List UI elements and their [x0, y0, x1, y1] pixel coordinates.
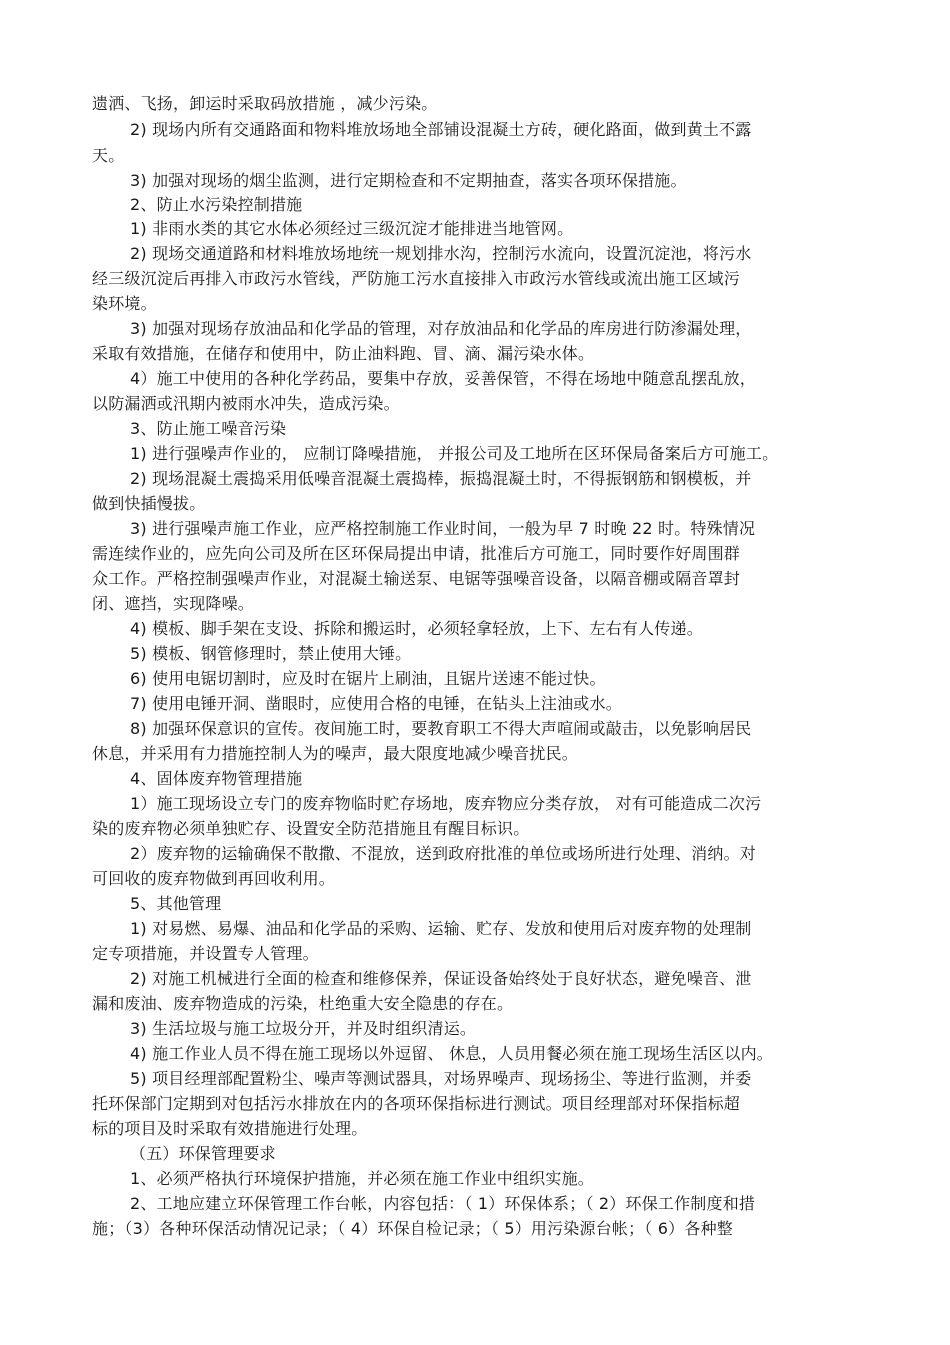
text-line: 休息，并采用有力措施控制人为的噪声，最大限度地减少噪音扰民。 — [92, 744, 579, 763]
text-line: 3) 加强对现场的烟尘监测，进行定期检查和不定期抽查，落实各项环保措施。 — [130, 171, 687, 190]
text-line: 1) 进行强噪声作业的， 应制订降噪措施， 并报公司及工地所在区环保局备案后方可施工。 — [130, 444, 779, 463]
text-line: 6) 使用电锯切割时，应及时在锯片上刷油，且锯片送速不能过快。 — [130, 669, 606, 688]
text-line: 1）施工现场设立专门的废弃物临时贮存场地，废弃物应分类存放， 对有可能造成二次污 — [130, 794, 762, 813]
section-heading: （五）环保管理要求 — [130, 1144, 276, 1163]
text-line: 做到快插慢拔。 — [92, 494, 206, 513]
text-line: 2) 现场交通道路和材料堆放场地统一规划排水沟，控制污水流向，设置沉淀池，将污水 — [130, 244, 752, 263]
text-line: 遗洒、飞扬，卸运时采取码放措施 ，减少污染。 — [92, 94, 438, 113]
text-line: 5) 模板、钢管修理时，禁止使用大锤。 — [130, 644, 412, 663]
section-heading: 4、固体废弃物管理措施 — [130, 769, 303, 788]
text-line: 2) 现场内所有交通路面和物料堆放场地全部铺设混凝土方砖，硬化路面，做到黄土不露 — [130, 120, 752, 139]
text-line: 2) 对施工机械进行全面的检查和维修保养，保证设备始终处于良好状态，避免噪音、泄 — [130, 969, 752, 988]
text-line: 以防漏洒或汛期内被雨水冲失，造成污染。 — [92, 394, 400, 413]
text-line: 天。 — [92, 146, 125, 165]
text-line: 可回收的废弃物做到再回收利用。 — [92, 869, 336, 888]
text-line: 染的废弃物必须单独贮存、设置安全防范措施且有醒目标识。 — [92, 819, 530, 838]
text-line: 闭、遮挡，实现降噪。 — [92, 594, 255, 613]
text-line: 8) 加强环保意识的宣传。夜间施工时，要教育职工不得大声喧闹或敲击，以免影响居民 — [130, 719, 752, 738]
text-line: 1、必须严格执行环境保护措施，并必须在施工作业中组织实施。 — [130, 1169, 594, 1188]
text-line: 定专项措施，并设置专人管理。 — [92, 944, 319, 963]
section-heading: 5、其他管理 — [130, 894, 222, 913]
text-line: 需连续作业的，应先向公司及所在区环保局提出申请，批准后方可施工，同时要作好周围群 — [92, 544, 741, 563]
text-line: 2、工地应建立环保管理工作台帐，内容包括：（ 1）环保体系；（ 2）环保工作制度和措 — [130, 1194, 756, 1213]
text-line: 采取有效措施，在储存和使用中，防止油料跑、冒、滴、漏污染水体。 — [92, 344, 595, 363]
text-line: 施；（3）各种环保活动情况记录；（ 4）环保自检记录；（ 5）用污染源台帐；（ 6）各种整 — [92, 1219, 733, 1238]
text-line: 众工作。严格控制强噪声作业，对混凝土输送泵、电锯等强噪音设备，以隔音棚或隔音罩封 — [92, 569, 741, 588]
section-heading: 2、防止水污染控制措施 — [130, 195, 303, 214]
text-line: 7) 使用电锤开洞、凿眼时，应使用合格的电锤，在钻头上注油或水。 — [130, 694, 622, 713]
text-line: 2) 现场混凝土震捣采用低噪音混凝土震捣棒，振捣混凝土时，不得振钢筋和钢模板，并 — [130, 469, 752, 488]
text-line: 托环保部门定期到对包括污水排放在内的各项环保指标进行测试。项目经理部对环保指标超 — [92, 1094, 741, 1113]
text-line: 4）施工中使用的各种化学药品，要集中存放，妥善保管，不得在场地中随意乱摆乱放， — [130, 369, 756, 388]
text-line: 经三级沉淀后再排入市政污水管线，严防施工污水直接排入市政污水管线或流出施工区域污 — [92, 269, 741, 288]
text-line: 3) 生活垃圾与施工垃圾分开，并及时组织清运。 — [130, 1019, 477, 1038]
text-line: 漏和废油、废弃物造成的污染，杜绝重大安全隐患的存在。 — [92, 994, 514, 1013]
text-line: 5) 项目经理部配置粉尘、噪声等测试器具，对场界噪声、现场扬尘、等进行监测，并委 — [130, 1069, 752, 1088]
text-line: 3) 进行强噪声施工作业，应严格控制施工作业时间，一般为早 7 时晚 22 时。特殊情况 — [130, 519, 756, 538]
text-line: 标的项目及时采取有效措施进行处理。 — [92, 1119, 368, 1138]
text-line: 1) 非雨水类的其它水体必须经过三级沉淀才能排进当地管网。 — [130, 219, 574, 238]
text-line: 1) 对易燃、易爆、油品和化学品的采购、运输、贮存、发放和使用后对废弃物的处理制 — [130, 919, 752, 938]
text-line: 3) 加强对现场存放油品和化学品的管理，对存放油品和化学品的库房进行防渗漏处理， — [130, 319, 752, 338]
text-line: 4) 模板、脚手架在支设、拆除和搬运时，必须轻拿轻放，上下、左右有人传递。 — [130, 619, 703, 638]
text-line: 2）废弃物的运输确保不散撒、不混放，送到政府批准的单位或场所进行处理、消纳。对 — [130, 844, 756, 863]
text-line: 染环境。 — [92, 294, 157, 313]
section-heading: 3、防止施工噪音污染 — [130, 419, 287, 438]
text-line: 4) 施工作业人员不得在施工现场以外逗留、 休息，人员用餐必须在施工现场生活区以内。 — [130, 1044, 773, 1063]
